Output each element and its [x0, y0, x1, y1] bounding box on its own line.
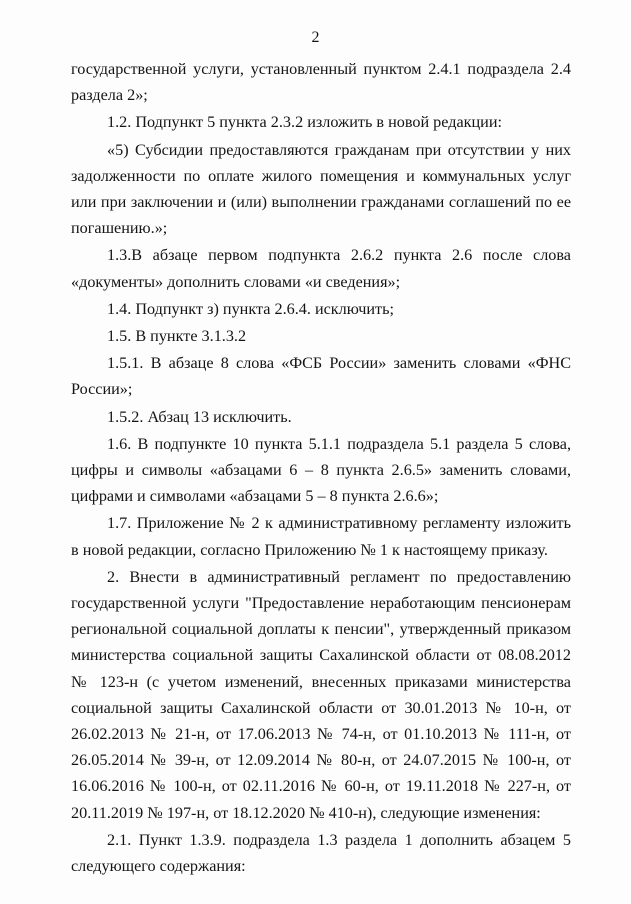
paragraph: 1.6. В подпункте 10 пункта 5.1.1 подраздела 5.1 раздела 5 слова, цифры и символы «абзацами 6 – 8 пункта 2.6.5» заменить словами, цифрами и символами «абзацами 5 – 8 пункта 2.6.6»;	[71, 434, 571, 506]
paragraph: государственной услуги, установленный пунктом 2.4.1 подраздела 2.4 раздела 2»;	[71, 60, 571, 105]
page-number: 2	[311, 29, 320, 46]
paragraph: «5) Субсидии предоставляются гражданам при отсутствии у них задолженности по оплате жилого помещения и коммунальных услуг или при заключении и (или) выполнении гражданами соглашений по ее погашению.»;	[71, 140, 571, 238]
paragraph: 1.3.В абзаце первом подпункта 2.6.2 пункта 2.6 после слова «документы» дополнить словами «и сведения»;	[71, 246, 571, 291]
paragraph: 1.7. Приложение № 2 к административному регламенту изложить в новой редакции, согласно Приложению № 1 к настоящему приказу.	[71, 514, 571, 559]
paragraph: 2.1. Пункт 1.3.9. подраздела 1.3 раздела 1 дополнить абзацем 5 следующего содержания:	[71, 830, 571, 876]
paragraph: 2. Внести в административный регламент по предоставлению государственной услуги "Предоставление неработающим пенсионерам региональной социальной доплаты к пенсии", утвержденный приказом министерства социальной защиты Сахалинской области от 08.08.2012 № 123-н (с учетом изменений, внесенных приказами министерства социальной защиты Сахалинской области от 30.01.2013 № 10-н, от 26.02.2013 № 21-н, от 17.06.2013 № 74-н, от 01.10.2013 № 111-н, от 26.05.2014 № 39-н, от 12.09.2014 № 80-н, от 24.07.2015 № 100-н, от 16.06.2016 № 100-н, от 02.11.2016 № 60-н, от 19.11.2018 № 227-н, от 20.11.2019 № 197-н, от 18.12.2020 № 410-н), следующие изменения:	[71, 567, 571, 822]
paragraph: 1.2. Подпункт 5 пункта 2.3.2 изложить в новой редакции:	[107, 113, 503, 132]
paragraph: 1.5.1. В абзаце 8 слова «ФСБ России» заменить словами «ФНС России»;	[71, 354, 571, 399]
paragraph: 1.5.2. Абзац 13 исключить.	[107, 407, 292, 426]
paragraph: 1.5. В пункте 3.1.3.2	[107, 327, 247, 346]
paragraph: 1.4. Подпункт з) пункта 2.6.4. исключить;	[107, 299, 394, 318]
document-body	[71, 56, 571, 879]
